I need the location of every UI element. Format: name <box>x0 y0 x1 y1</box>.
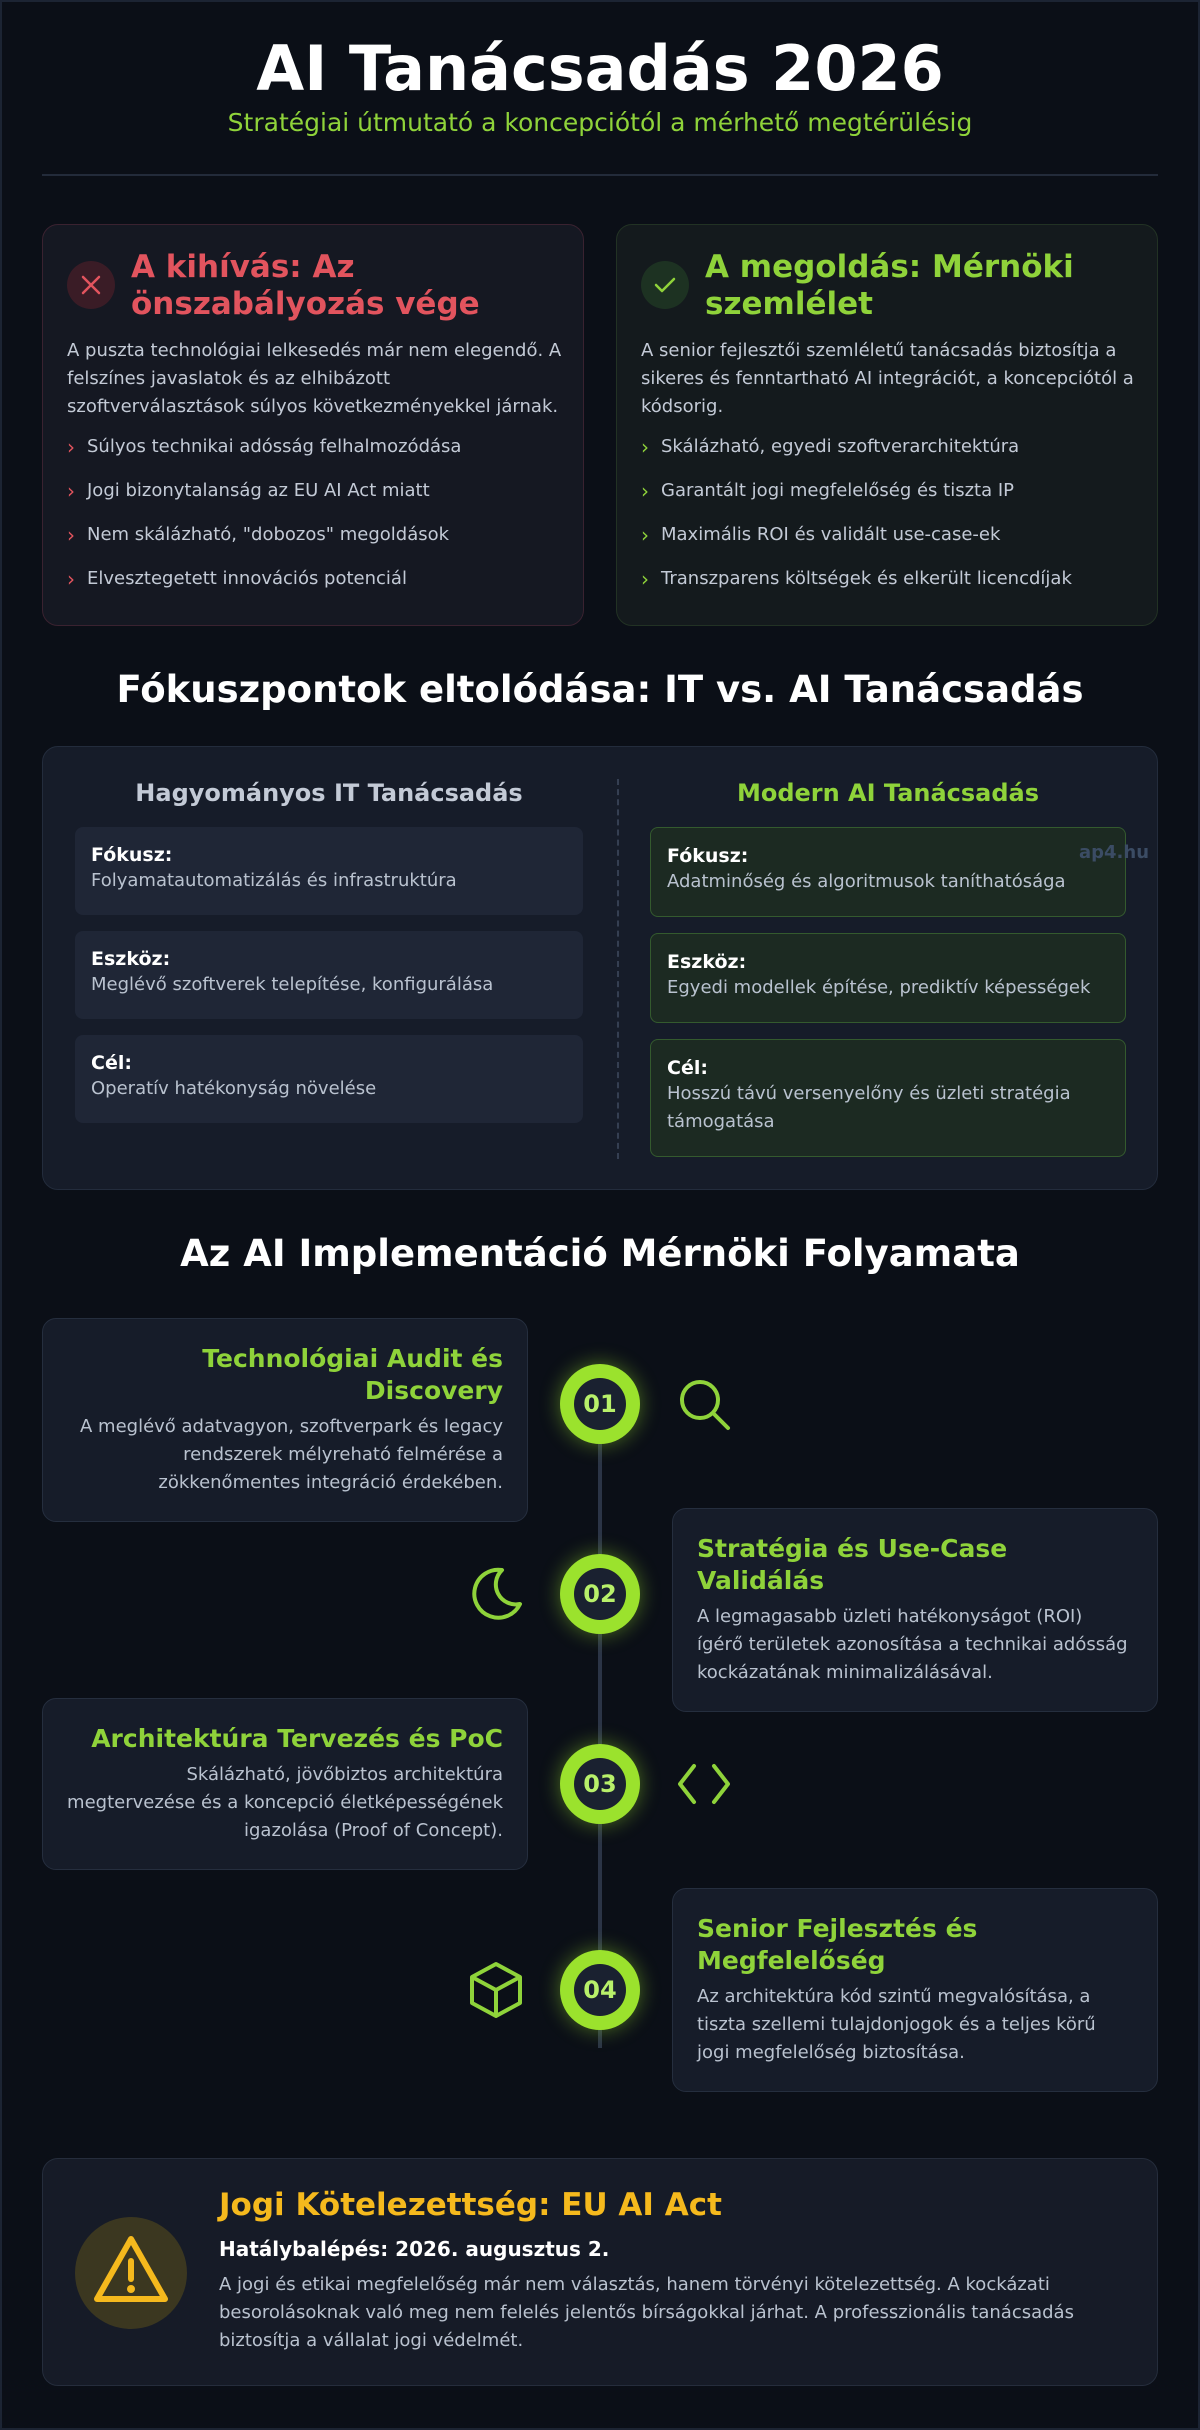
modern-goal-row: Cél: Hosszú távú versenyelőny és üzleti stratégia támogatása <box>650 1039 1126 1157</box>
traditional-it-title: Hagyományos IT Tanácsadás <box>135 779 523 807</box>
page-title: AI Tanácsadás 2026 <box>256 32 944 105</box>
process-step-card: Stratégia és Use-Case Validálás A legmagasabb üzleti hatékonyságot (ROI) ígérő területek azonosítása a technikai adósság kockázatának minimalizálásával. <box>672 1508 1158 1712</box>
list-item: › Súlyos technikai adósság felhalmozódása <box>67 435 567 479</box>
checkmark-icon <box>641 261 689 309</box>
legal-effective-date: Hatálybalépés: 2026. augusztus 2. <box>219 2237 610 2261</box>
list-item: › Nem skálázható, "dobozos" megoldások <box>67 523 567 567</box>
list-item: › Elvesztegetett innovációs potenciál <box>67 567 567 611</box>
page-subtitle: Stratégiai útmutató a koncepciótól a mérhető megtérülésig <box>227 108 973 137</box>
code-icon <box>674 1754 734 1814</box>
solution-title: A megoldás: Mérnöki szemlélet <box>705 249 1074 322</box>
modern-focus-row: Fókusz: Adatminőség és algoritmusok taníthatósága <box>650 827 1126 917</box>
header-divider <box>42 174 1158 176</box>
cube-icon <box>466 1960 526 2020</box>
chevron-right-icon: › <box>67 479 75 503</box>
solution-list <box>641 435 1141 611</box>
search-icon <box>674 1374 734 1434</box>
column-divider <box>617 779 619 1159</box>
process-step-card: Senior Fejlesztés és Megfelelőség Az architektúra kód szintű megvalósítása, a tiszta szellemi tulajdonjogok és a teljes körű jogi megfelelőség biztosítása. <box>672 1888 1158 2092</box>
legal-title: Jogi Kötelezettség: EU AI Act <box>219 2187 722 2223</box>
step-number-badge: 03 <box>560 1744 640 1824</box>
comparison-panel <box>42 746 1158 1190</box>
list-item: › Maximális ROI és validált use-case-ek <box>641 523 1141 567</box>
chevron-right-icon: › <box>641 567 649 591</box>
challenge-description: A puszta technológiai lelkesedés már nem elegendő. A felszínes javaslatok és az elhibázott szoftverválasztások súlyos következményekkel járnak. <box>67 340 562 417</box>
comparison-heading: Fókuszpontok eltolódása: IT vs. AI Tanácsadás <box>116 668 1084 711</box>
challenge-card <box>42 224 584 626</box>
legal-card <box>42 2158 1158 2386</box>
modern-tool-row: Eszköz: Egyedi modellek építése, prediktív képességek <box>650 933 1126 1023</box>
legal-text: A jogi és etikai megfelelőség már nem választás, hanem törvényi kötelezettség. A kockázati besorolásoknak való meg nem felelés jelentős bírságokkal járhat. A professzionális tanácsadás biztosítja a vállalat jogi védelmét. <box>219 2274 1074 2351</box>
traditional-goal-row: Cél: Operatív hatékonyság növelése <box>75 1035 583 1123</box>
solution-description: A senior fejlesztői szemléletű tanácsadás biztosítja a sikeres és fenntartható AI integrációt, a koncepciótól a kódsorig. <box>641 340 1134 417</box>
list-item: › Transzparens költségek és elkerült licencdíjak <box>641 567 1141 611</box>
step-number-badge: 04 <box>560 1950 640 2030</box>
watermark: ap4.hu <box>1079 842 1150 863</box>
process-step-card: Technológiai Audit és Discovery A meglévő adatvagyon, szoftverpark és legacy rendszerek mélyreható felmérése a zökkenőmentes integráció érdekében. <box>42 1318 528 1522</box>
chevron-right-icon: › <box>67 523 75 547</box>
step-number-badge: 02 <box>560 1554 640 1634</box>
close-x-icon <box>67 261 115 309</box>
traditional-focus-row: Fókusz: Folyamatautomatizálás és infrastruktúra <box>75 827 583 915</box>
process-heading: Az AI Implementáció Mérnöki Folyamata <box>180 1232 1020 1275</box>
chevron-right-icon: › <box>641 479 649 503</box>
process-step-card: Architektúra Tervezés és PoC Skálázható, jövőbiztos architektúra megtervezése és a koncepció életképességének igazolása (Proof of Concept). <box>42 1698 528 1870</box>
modern-ai-title: Modern AI Tanácsadás <box>736 779 1040 807</box>
list-item: › Garantált jogi megfelelőség és tiszta IP <box>641 479 1141 523</box>
chevron-right-icon: › <box>67 435 75 459</box>
moon-icon <box>466 1564 526 1624</box>
chevron-right-icon: › <box>641 523 649 547</box>
chevron-right-icon: › <box>67 567 75 591</box>
challenge-list <box>67 435 567 611</box>
list-item: › Skálázható, egyedi szoftverarchitektúra <box>641 435 1141 479</box>
chevron-right-icon: › <box>641 435 649 459</box>
solution-card <box>616 224 1158 626</box>
list-item: › Jogi bizonytalanság az EU AI Act miatt <box>67 479 567 523</box>
traditional-tool-row: Eszköz: Meglévő szoftverek telepítése, konfigurálása <box>75 931 583 1019</box>
warning-icon <box>75 2217 187 2329</box>
step-number-badge: 01 <box>560 1364 640 1444</box>
challenge-title: A kihívás: Az önszabályozás vége <box>131 249 480 322</box>
